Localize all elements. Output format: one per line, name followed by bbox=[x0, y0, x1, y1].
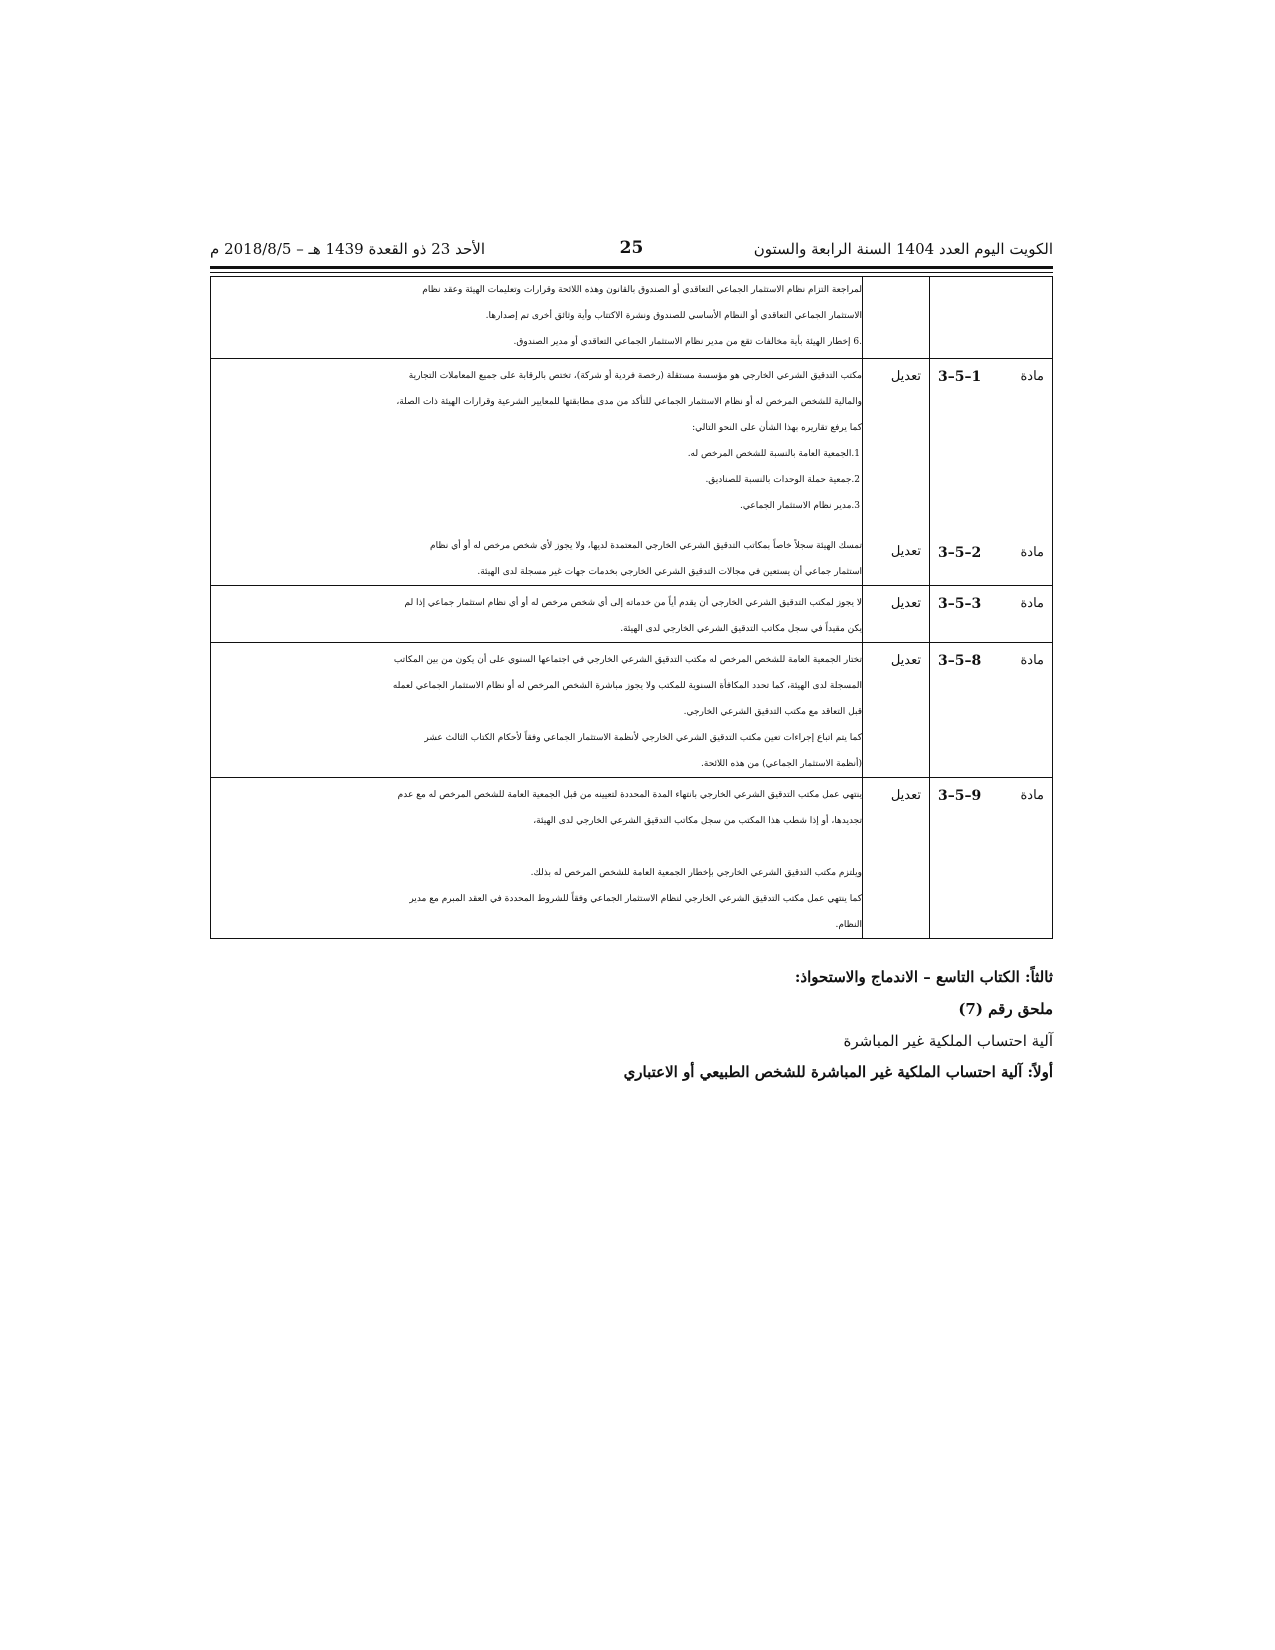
text-line: ويلتزم مكتب التدقيق الشرعي الخارجي بإخطار الجمعية العامة للشخص المرخص له بذلك. bbox=[530, 868, 862, 878]
type-cell bbox=[863, 359, 930, 586]
amendment-type: تعديل bbox=[890, 596, 921, 611]
text-line: استثمار جماعي أن يستعين في مجالات التدقيق الشرعي الخارجي بخدمات جهات غير مسجلة لدى الهيئة. bbox=[477, 567, 862, 577]
article-cell bbox=[930, 586, 1053, 643]
text-cell bbox=[211, 778, 863, 939]
text-cell bbox=[211, 643, 863, 778]
article-number: 3–5–8 bbox=[938, 653, 982, 669]
article-label: مادة bbox=[1020, 788, 1044, 803]
text-line: .6 إخطار الهيئة بأية مخالفات تقع من مدير نظام الاستثمار الجماعي التعاقدي أو مدير الصندوق. bbox=[513, 337, 862, 347]
article-number: 3–5–3 bbox=[938, 596, 982, 612]
table-row bbox=[211, 586, 1053, 643]
table-row bbox=[211, 778, 1053, 939]
amendment-type: تعديل bbox=[890, 653, 921, 668]
article-label: مادة bbox=[1020, 369, 1044, 384]
text-cell bbox=[211, 359, 863, 586]
article-cell bbox=[930, 778, 1053, 939]
text-line: 1.الجمعية العامة بالنسبة للشخص المرخص له. bbox=[687, 449, 860, 459]
text-line: تمسك الهيئة سجلاً خاصاً بمكاتب التدقيق الشرعي الخارجي المعتمدة لديها، ولا يجوز لأي شخص مرخص له أو أي نظام bbox=[430, 541, 862, 551]
text-line: 2.جمعية حملة الوحدات بالنسبة للصناديق. bbox=[705, 475, 860, 485]
annex-heading: ملحق رقم (7) bbox=[958, 1000, 1053, 1018]
table-row bbox=[211, 643, 1053, 778]
text-cell bbox=[211, 586, 863, 643]
header-rule-thin bbox=[210, 272, 1053, 273]
first-section-heading: أولاً: آلية احتساب الملكية غير المباشرة للشخص الطبيعي أو الاعتباري bbox=[623, 1063, 1053, 1081]
article-label: مادة bbox=[1020, 596, 1044, 611]
text-line: قبل التعاقد مع مكتب التدقيق الشرعي الخارجي. bbox=[683, 707, 862, 717]
annex-subtitle: آلية احتساب الملكية غير المباشرة bbox=[843, 1032, 1053, 1050]
article-cell bbox=[930, 277, 1053, 359]
text-line: ينتهي عمل مكتب التدقيق الشرعي الخارجي بانتهاء المدة المحددة لتعيينه من قبل الجمعية العامة للشخص المرخص له مع عدم bbox=[397, 790, 862, 800]
article-number: 3–5–2 bbox=[938, 545, 982, 561]
text-line: كما يتم اتباع إجراءات تعين مكتب التدقيق الشرعي الخارجي لأنظمة الاستثمار الجماعي وفقاً لأحكام الكتاب الثالث عشر bbox=[424, 733, 862, 743]
article-number: 3–5–9 bbox=[938, 788, 982, 804]
amendment-type: تعديل bbox=[890, 544, 921, 559]
text-line: الاستثمار الجماعي التعاقدي أو النظام الأساسي للصندوق ونشرة الاكتتاب وأية وثائق أخرى تم إصدارها. bbox=[485, 311, 862, 321]
amendment-type: تعديل bbox=[890, 369, 921, 384]
type-cell bbox=[863, 643, 930, 778]
text-line: لمراجعة التزام نظام الاستثمار الجماعي التعاقدي أو الصندوق بالقانون وهذه اللائحة وقرارات وتعليمات الهيئة وعقد نظام bbox=[422, 285, 862, 295]
text-line: كما يرفع تقاريره بهذا الشأن على النحو التالي: bbox=[692, 423, 862, 433]
section-heading-book-nine: ثالثاً: الكتاب التاسع – الاندماج والاستحواذ: bbox=[794, 968, 1053, 986]
text-line: النظام. bbox=[835, 920, 862, 930]
text-line: تختار الجمعية العامة للشخص المرخص له مكتب التدقيق الشرعي الخارجي في اجتماعها السنوي على أن يكون من بين المكاتب bbox=[393, 655, 862, 665]
text-line: يكن مقيداً في سجل مكاتب التدقيق الشرعي الخارجي لدى الهيئة. bbox=[620, 624, 862, 634]
text-line: 3.مدير نظام الاستثمار الجماعي. bbox=[739, 501, 860, 511]
issue-date: الأحد 23 ذو القعدة 1439 هـ – 2018/8/5 م bbox=[210, 240, 485, 258]
article-number: 3–5–1 bbox=[938, 369, 982, 385]
text-line: والمالية للشخص المرخص له أو نظام الاستثمار الجماعي للتأكد من مدى مطابقتها للمعايير الشرعية وقرارات الهيئة ذات الصلة، bbox=[396, 397, 862, 407]
table-row bbox=[211, 359, 1053, 586]
text-line: (أنظمة الاستثمار الجماعي) من هذه اللائحة. bbox=[701, 759, 862, 769]
gazette-issue: الكويت اليوم العدد 1404 السنة الرابعة والستون bbox=[753, 240, 1053, 258]
article-cell bbox=[930, 643, 1053, 778]
header-rule-thick bbox=[210, 266, 1053, 269]
text-line: مكتب التدقيق الشرعي الخارجي هو مؤسسة مستقلة (رخصة فردية أو شركة)، تختص بالرقابة على جميع المعاملات التجارية bbox=[408, 371, 862, 381]
amendment-type: تعديل bbox=[890, 788, 921, 803]
article-label: مادة bbox=[1020, 653, 1044, 668]
amendments-table bbox=[210, 276, 1053, 939]
type-cell bbox=[863, 277, 930, 359]
article-cell bbox=[930, 359, 1053, 586]
text-line: تجديدها، أو إذا شطب هذا المكتب من سجل مكاتب التدقيق الشرعي الخارجي لدى الهيئة، bbox=[533, 816, 862, 826]
text-cell bbox=[211, 277, 863, 359]
type-cell bbox=[863, 778, 930, 939]
text-line: المسجلة لدى الهيئة، كما تحدد المكافأة السنوية للمكتب ولا يجوز مباشرة الشخص المرخص له أو نظام الاستثمار الجماعي لعمله bbox=[392, 681, 862, 691]
table-row bbox=[211, 277, 1053, 359]
running-header bbox=[210, 236, 1053, 264]
text-line: كما ينتهي عمل مكتب التدقيق الشرعي الخارجي لنظام الاستثمار الجماعي وفقاً للشروط المحددة في العقد المبرم مع مدير bbox=[409, 894, 862, 904]
article-label: مادة bbox=[1020, 545, 1044, 560]
page-number: 25 bbox=[619, 238, 644, 258]
type-cell bbox=[863, 586, 930, 643]
text-line: لا يجوز لمكتب التدقيق الشرعي الخارجي أن يقدم أياً من خدماته إلى أي شخص مرخص له أو أي نظام استثمار جماعي إذا لم bbox=[404, 598, 862, 608]
